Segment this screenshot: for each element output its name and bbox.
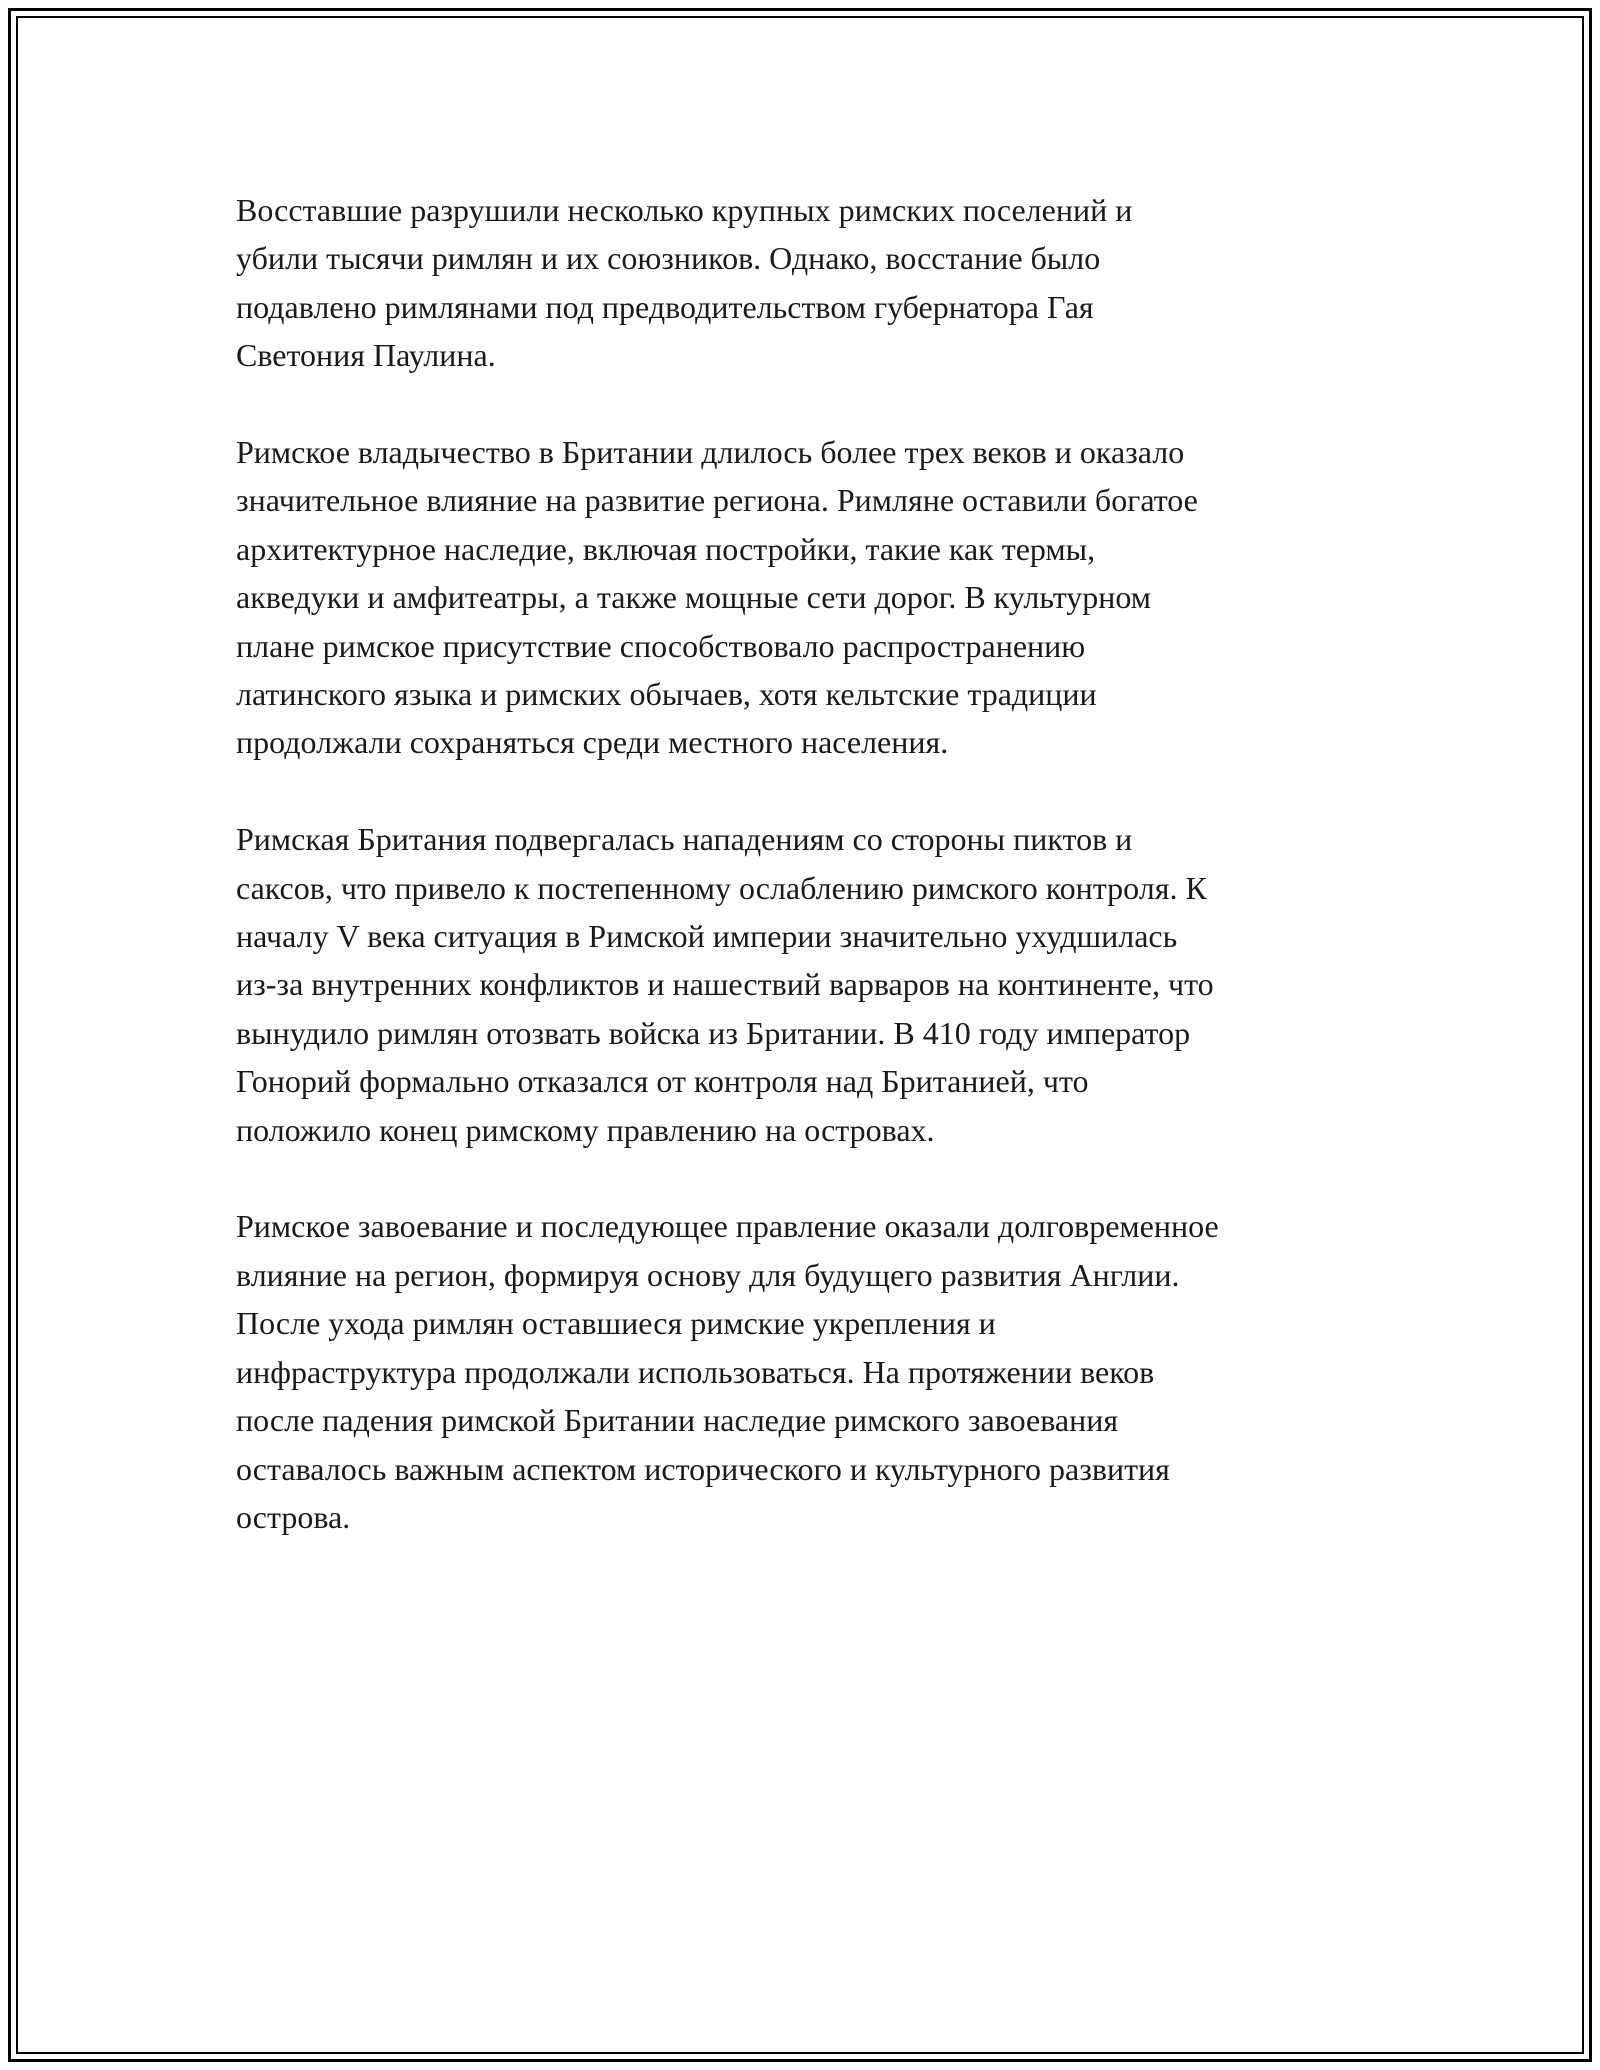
paragraph-legacy	[236, 1202, 1386, 1541]
text-line: После ухода римлян оставшиеся римские укрепления и	[236, 1305, 996, 1342]
text-line: влияние на регион, формируя основу для будущего развития Англии.	[236, 1256, 1180, 1293]
text-line: положило конец римскому правлению на островах.	[236, 1111, 935, 1148]
text-line: из-за внутренних конфликтов и нашествий варваров на континенте, что	[236, 966, 1214, 1003]
text-line: плане римское присутствие способствовало распространению	[236, 627, 1086, 664]
text-line: подавлено римлянами под предводительством губернатора Гая	[236, 288, 1094, 325]
text-line: значительное влияние на развитие региона. Римляне оставили богатое	[236, 482, 1198, 519]
text-line: инфраструктура продолжали использоваться. На протяжении веков	[236, 1353, 1155, 1390]
text-line: Римская Британия подвергалась нападениям со стороны пиктов и	[236, 821, 1133, 858]
text-line: продолжали сохраняться среди местного населения.	[236, 724, 949, 761]
text-line: оставалось важным аспектом исторического и культурного развития	[236, 1450, 1170, 1487]
text-line: после падения римской Британии наследие римского завоевания	[236, 1402, 1119, 1439]
paragraph-roman-rule-influence	[236, 428, 1386, 767]
document-body	[236, 186, 1386, 1590]
text-line: Гонорий формально отказался от контроля над Британией, что	[236, 1063, 1089, 1100]
text-line: акведуки и амфитеатры, а также мощные сети дорог. В культурном	[236, 579, 1152, 616]
text-line: убили тысячи римлян и их союзников. Однако, восстание было	[236, 240, 1101, 277]
paragraph-uprising-suppressed	[236, 186, 1386, 380]
text-line: саксов, что привело к постепенному ослаблению римского контроля. К	[236, 869, 1207, 906]
text-line: Римское владычество в Британии длилось более трех веков и оказало	[236, 434, 1185, 471]
paragraph-roman-withdrawal	[236, 815, 1386, 1154]
text-line: латинского языка и римских обычаев, хотя кельтские традиции	[236, 676, 1097, 713]
text-line: Светония Паулина.	[236, 337, 496, 374]
text-line: Восставшие разрушили несколько крупных римских поселений и	[236, 192, 1133, 228]
text-line: Римское завоевание и последующее правление оказали долговременное	[236, 1208, 1219, 1245]
text-line: острова.	[236, 1498, 351, 1535]
text-line: архитектурное наследие, включая постройки, такие как термы,	[236, 530, 1096, 567]
text-line: вынудило римлян отозвать войска из Британии. В 410 году император	[236, 1014, 1191, 1051]
text-line: началу V века ситуация в Римской империи значительно ухудшилась	[236, 918, 1178, 955]
